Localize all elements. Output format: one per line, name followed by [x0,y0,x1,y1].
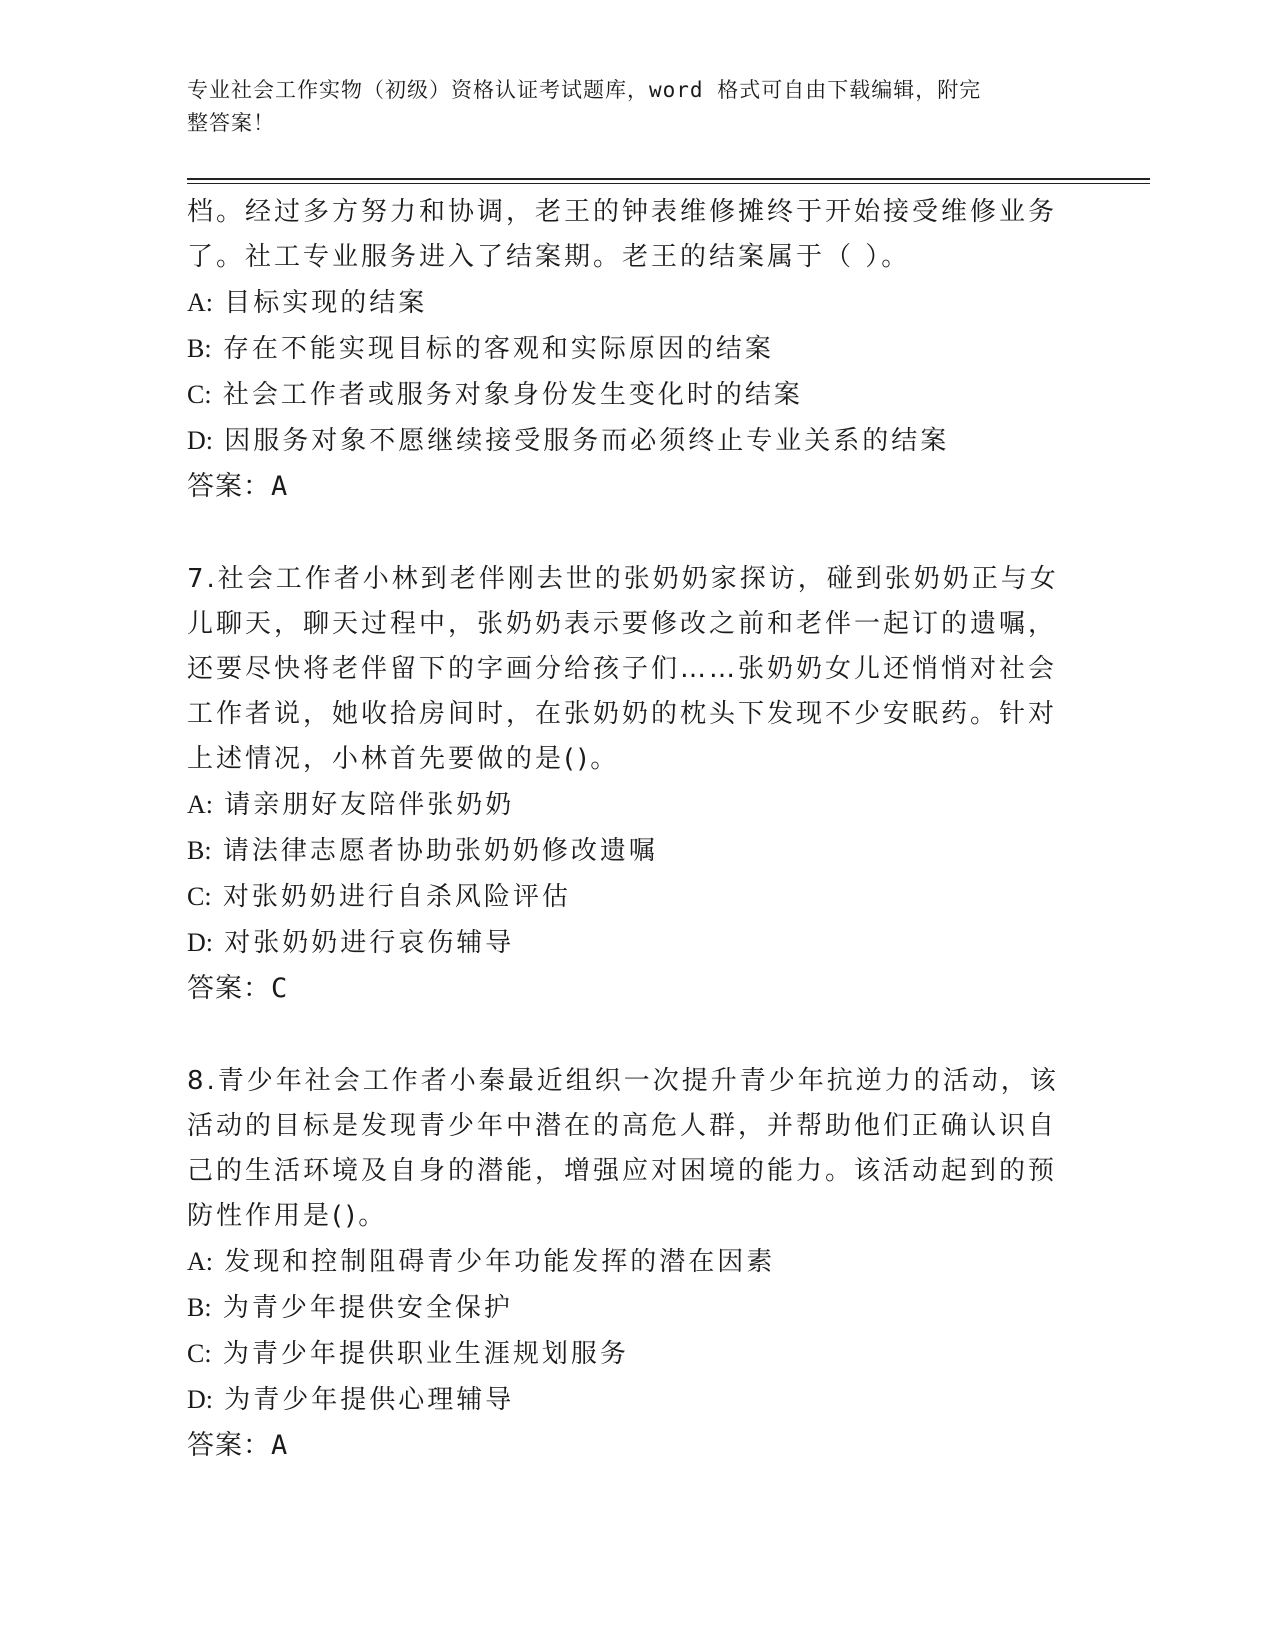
option-b [187,828,1067,874]
header-rule-thin [187,183,1150,184]
answer-label: 答案： [187,1430,271,1461]
option-letter: B: [187,836,212,865]
option-letter: C: [187,1339,212,1368]
question-6 [187,190,1067,509]
header-line-2: 整答案！ [187,111,275,135]
option-letter: C: [187,380,212,409]
question-text-line: 活动的目标是发现青少年中潜在的高危人群，并帮助他们正确认识自 [187,1111,1058,1141]
question-text-line: 档。经过多方努力和协调，老王的钟表维修摊终于开始接受维修业务 [187,197,1058,227]
answer [187,464,1067,509]
option-c [187,372,1067,418]
option-a [187,1239,1067,1285]
question-7 [187,557,1067,1011]
option-text: 为青少年提供安全保护 [211,1293,513,1323]
option-a [187,782,1067,828]
answer [187,966,1067,1011]
answer-label: 答案： [187,471,271,502]
question-text-line: 儿聊天，聊天过程中，张奶奶表示要修改之前和老伴一起订的遗嘱， [187,609,1058,639]
option-text: 因服务对象不愿继续接受服务而必须终止专业关系的结案 [213,426,950,456]
option-d [187,418,1067,464]
option-a [187,280,1067,326]
option-text: 对张奶奶进行自杀风险评估 [211,882,571,912]
option-letter: D: [187,928,213,957]
question-8 [187,1059,1067,1468]
option-letter: B: [187,334,212,363]
option-text: 请法律志愿者协助张奶奶修改遗嘱 [211,836,658,866]
option-b [187,1285,1067,1331]
option-letter: A: [187,790,213,819]
question-content [187,190,1067,1468]
question-text-line: 还要尽快将老伴留下的字画分给孩子们……张奶奶女儿还悄悄对社会 [187,654,1058,684]
option-b [187,326,1067,372]
question-text-line: 7.社会工作者小林到老伴刚去世的张奶奶家探访，碰到张奶奶正与女 [187,564,1059,594]
option-text: 社会工作者或服务对象身份发生变化时的结案 [211,380,803,410]
option-letter: C: [187,882,212,911]
option-d [187,1377,1067,1423]
question-text-line: 工作者说，她收拾房间时，在张奶奶的枕头下发现不少安眠药。针对 [187,699,1058,729]
option-letter: A: [187,288,213,317]
answer-label: 答案： [187,973,271,1004]
option-letter: D: [187,1385,213,1414]
header-line-1: 专业社会工作实物（初级）资格认证考试题库，word 格式可自由下载编辑，附完 [187,78,982,102]
option-text: 为青少年提供职业生涯规划服务 [211,1339,629,1369]
question-text-line: 了。社工专业服务进入了结案期。老王的结案属于（ ）。 [187,242,911,272]
option-text: 目标实现的结案 [213,288,428,318]
option-c [187,874,1067,920]
answer [187,1423,1067,1468]
option-d [187,920,1067,966]
question-text-line: 防性作用是()。 [187,1201,388,1231]
answer-value: A [271,471,289,502]
question-text-line: 上述情况，小林首先要做的是()。 [187,744,620,774]
option-letter: A: [187,1247,213,1276]
option-text: 发现和控制阻碍青少年功能发挥的潜在因素 [213,1247,776,1277]
option-text: 存在不能实现目标的客观和实际原因的结案 [211,334,774,364]
option-text: 请亲朋好友陪伴张奶奶 [213,790,515,820]
option-text: 对张奶奶进行哀伤辅导 [213,928,515,958]
option-text: 为青少年提供心理辅导 [213,1385,515,1415]
answer-value: C [271,973,289,1004]
answer-value: A [271,1430,289,1461]
document-header [187,74,1067,140]
option-letter: D: [187,426,213,455]
question-text-line: 己的生活环境及自身的潜能，增强应对困境的能力。该活动起到的预 [187,1156,1058,1186]
question-text-line: 8.青少年社会工作者小秦最近组织一次提升青少年抗逆力的活动，该 [187,1066,1059,1096]
option-c [187,1331,1067,1377]
header-rule-thick [187,178,1150,180]
option-letter: B: [187,1293,212,1322]
